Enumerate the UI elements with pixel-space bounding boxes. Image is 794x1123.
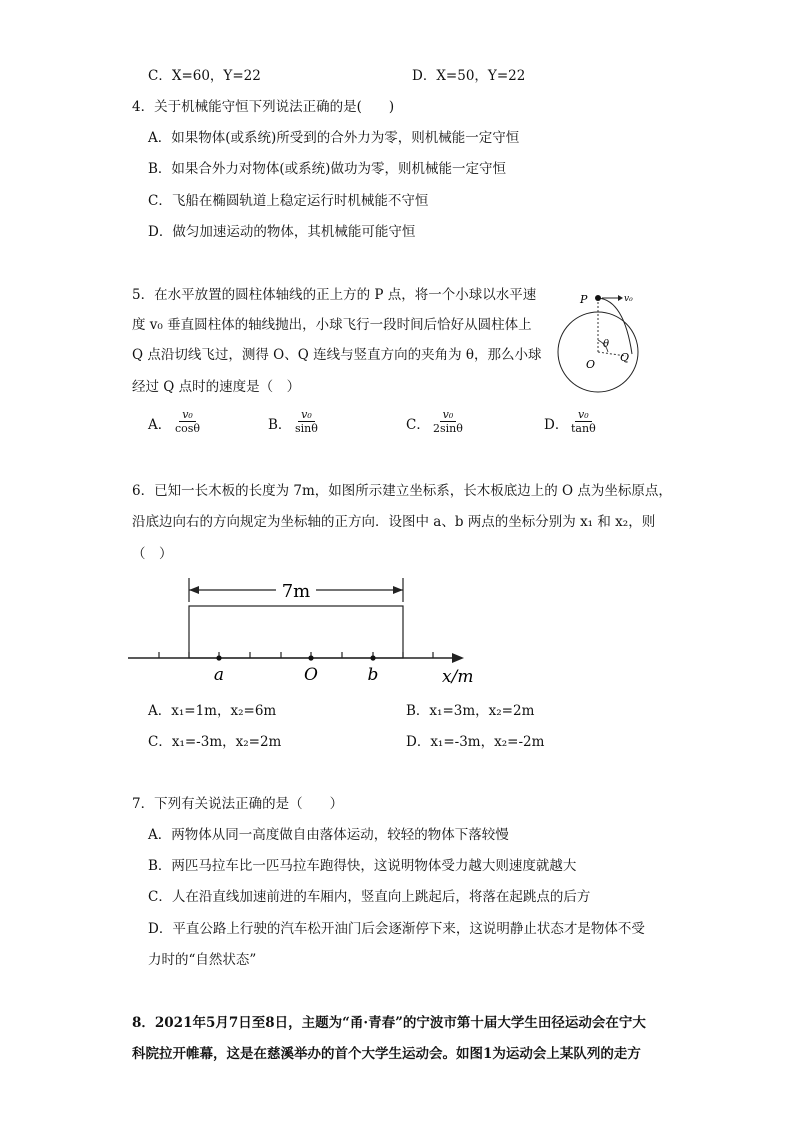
- q7-stem: 7．下列有关说法正确的是（ ）: [132, 796, 344, 812]
- label-origin: O: [304, 665, 318, 685]
- label-p: P: [580, 293, 588, 306]
- q5-stem-line4: 经过 Q 点时的速度是（ ）: [132, 379, 301, 395]
- q4-option-b: B．如果合外力对物体(或系统)做功为零，则机械能一定守恒: [148, 161, 506, 177]
- q5-stem-line2: 度 v₀ 垂直圆柱体的轴线抛出，小球飞行一段时间后恰好从圆柱体上: [132, 317, 532, 333]
- q3-option-c: C．X=60，Y=22: [148, 68, 261, 84]
- q5-option-b-fraction: [292, 408, 321, 435]
- q5-option-d-fraction: [568, 408, 599, 435]
- q5-option-b-num: v₀: [298, 408, 315, 422]
- q5-option-d-den: tanθ: [571, 422, 596, 435]
- x-axis-arrow: [452, 653, 464, 663]
- ball-dot: [595, 295, 601, 301]
- q5-option-a-den: cosθ: [175, 422, 201, 435]
- q5-option-a-fraction: [172, 408, 203, 435]
- q6-option-c: C．x₁=-3m，x₂=2m: [148, 734, 282, 750]
- axis-label: x/m: [442, 667, 474, 687]
- q8-line1: 8．2021年5月7日至8日，主题为“甬·青春”的宁波市第十届大学生田径运动会在宁大: [132, 1015, 646, 1031]
- point-o: [308, 655, 313, 660]
- q8-line2: 科院拉开帷幕，这是在慈溪举办的首个大学生运动会。如图1为运动会上某队列的走方: [132, 1046, 641, 1062]
- q7-option-d-line1: D．平直公路上行驶的汽车松开油门后会逐渐停下来，这说明静止状态才是物体不受: [148, 921, 645, 937]
- label-o: O: [586, 358, 596, 371]
- point-a: [216, 655, 221, 660]
- q5-option-c-num: v₀: [440, 408, 457, 422]
- q6-stem-line2: 沿底边向右的方向规定为坐标轴的正方向．设图中 a、b 两点的坐标分别为 x₁ 和 x₂，则: [132, 514, 656, 530]
- dim-arrow-right: [393, 586, 403, 594]
- q5-option-b-den: sinθ: [295, 422, 318, 435]
- q6-option-b: B．x₁=3m，x₂=2m: [406, 703, 535, 719]
- q4-option-d: D．做匀加速运动的物体，其机械能可能守恒: [148, 224, 416, 240]
- label-q: Q: [620, 351, 630, 364]
- q7-option-d-line2: 力时的“自然状态”: [148, 952, 257, 968]
- q3-option-d: D．X=50，Y=22: [412, 68, 526, 84]
- label-b: b: [367, 665, 379, 685]
- label-v0: v₀: [624, 294, 633, 304]
- q5-option-c-fraction: [430, 408, 466, 435]
- board-length-label: 7m: [281, 581, 311, 602]
- q5-option-d-num: v₀: [575, 408, 592, 422]
- q4-option-a: A．如果物体(或系统)所受到的合外力为零，则机械能一定守恒: [148, 130, 520, 146]
- q7-option-b: B．两匹马拉车比一匹马拉车跑得快，这说明物体受力越大则速度就越大: [148, 858, 577, 874]
- q6-stem-line3: （ ）: [132, 546, 173, 562]
- board-rect: [189, 606, 403, 658]
- v0-arrow-head: [618, 295, 623, 301]
- q5-option-a-num: v₀: [179, 408, 196, 422]
- q5-cylinder-figure: [556, 284, 656, 406]
- point-b: [370, 655, 375, 660]
- axis-ticks: [159, 652, 433, 658]
- q6-option-d: D．x₁=-3m，x₂=-2m: [406, 734, 545, 750]
- q5-option-c-den: 2sinθ: [433, 422, 463, 435]
- q5-stem-line3: Q 点沿切线飞过，测得 O、Q 连线与竖直方向的夹角为 θ，那么小球: [132, 347, 542, 363]
- q6-stem-line1: 6．已知一长木板的长度为 7m，如图所示建立坐标系，长木板底边上的 O 点为坐标原点，: [132, 483, 672, 499]
- q5-stem-line1: 5．在水平放置的圆柱体轴线的正上方的 P 点，将一个小球以水平速: [132, 287, 537, 303]
- label-theta: θ: [603, 339, 610, 350]
- q4-option-c: C．飞船在椭圆轨道上稳定运行时机械能不守恒: [148, 193, 429, 209]
- q5-option-d-label: D．: [544, 417, 569, 433]
- q5-option-a-label: A．: [148, 417, 172, 433]
- dim-arrow-left: [189, 586, 199, 594]
- q4-stem: 4．关于机械能守恒下列说法正确的是( ): [132, 99, 395, 115]
- q7-option-c: C．人在沿直线加速前进的车厢内，竖直向上跳起后，将落在起跳点的后方: [148, 889, 591, 905]
- q5-option-c-label: C．: [406, 417, 430, 433]
- q5-option-b-label: B．: [268, 417, 292, 433]
- q7-option-a: A．两物体从同一高度做自由落体运动，较轻的物体下落较慢: [148, 827, 509, 843]
- label-a: a: [213, 665, 225, 685]
- q6-board-figure: [126, 572, 476, 690]
- q6-option-a: A．x₁=1m，x₂=6m: [148, 703, 277, 719]
